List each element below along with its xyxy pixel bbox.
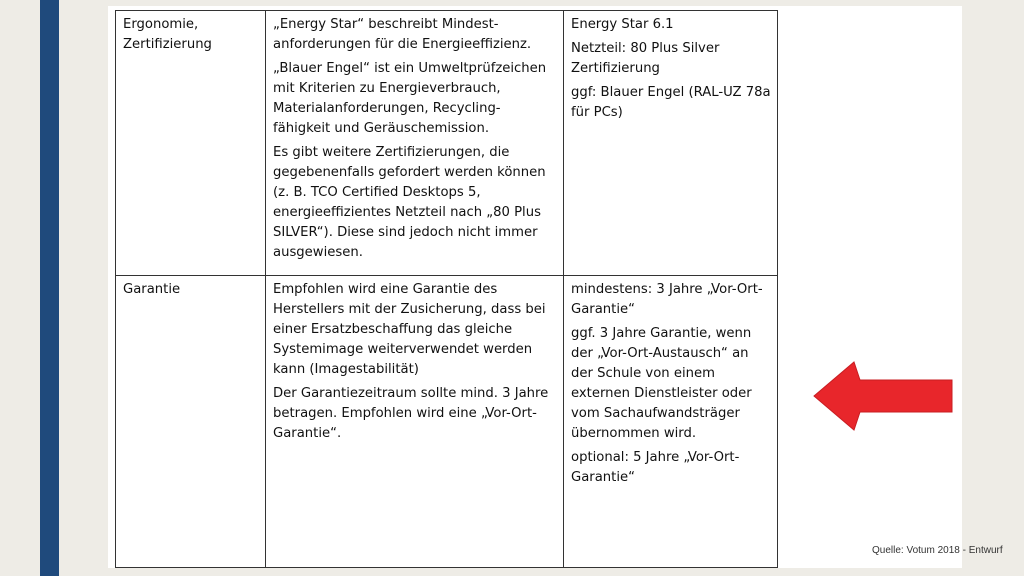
description-cell xyxy=(266,276,564,568)
requirement-cell xyxy=(564,11,778,276)
requirement-paragraph: Energy Star 6.1 xyxy=(571,17,674,32)
description-paragraph: „Blauer Engel“ ist ein Umweltprüfzeichen mit Kriterien zu Energieverbrauch, Materialanforderungen, Recycling-fähigkeit und Geräuschemission. xyxy=(273,61,547,136)
left-accent-bar xyxy=(40,0,59,576)
description-paragraph: Der Garantiezeitraum sollte mind. 3 Jahre betragen. Empfohlen wird eine „Vor-Ort-Garantie“. xyxy=(273,386,549,441)
requirement-paragraph: ggf. 3 Jahre Garantie, wenn der „Vor-Ort-Austausch“ an der Schule von einem externen Dienstleister oder vom Sachaufwandsträger übernommen wird. xyxy=(571,326,752,441)
requirement-paragraph: mindestens: 3 Jahre „Vor-Ort-Garantie“ xyxy=(571,282,763,317)
description-paragraph: Es gibt weitere Zertifizierungen, die gegebenenfalls gefordert werden können (z. B. TCO Certified Desktops 5, energieeffizientes Netzteil nach „80 Plus SILVER“). Diese sind jedoch nicht immer ausgewiesen. xyxy=(273,145,546,260)
row-label: Ergonomie, Zertifizierung xyxy=(123,17,212,52)
description-paragraph: Empfohlen wird eine Garantie des Herstellers mit der Zusicherung, dass bei einer Ersatzbeschaffung das gleiche Systemimage weiterverwendet werden kann (Imagestabilität) xyxy=(273,282,546,377)
description-paragraph: „Energy Star“ beschreibt Mindest-anforderungen für die Energieeffizienz. xyxy=(273,17,532,52)
row-label: Garantie xyxy=(123,282,181,297)
red-left-arrow-icon xyxy=(812,360,954,432)
requirements-table xyxy=(115,10,778,568)
requirement-cell xyxy=(564,276,778,568)
requirement-paragraph: optional: 5 Jahre „Vor-Ort-Garantie“ xyxy=(571,450,740,485)
requirement-paragraph: Netzteil: 80 Plus Silver Zertifizierung xyxy=(571,41,720,76)
table-row-ergonomie xyxy=(116,11,778,276)
table-row-garantie xyxy=(116,276,778,568)
source-note: Quelle: Votum 2018 - Entwurf xyxy=(872,545,1003,556)
requirement-paragraph: ggf: Blauer Engel (RAL-UZ 78a für PCs) xyxy=(571,85,771,120)
row-label-cell xyxy=(116,276,266,568)
description-cell xyxy=(266,11,564,276)
row-label-cell xyxy=(116,11,266,276)
